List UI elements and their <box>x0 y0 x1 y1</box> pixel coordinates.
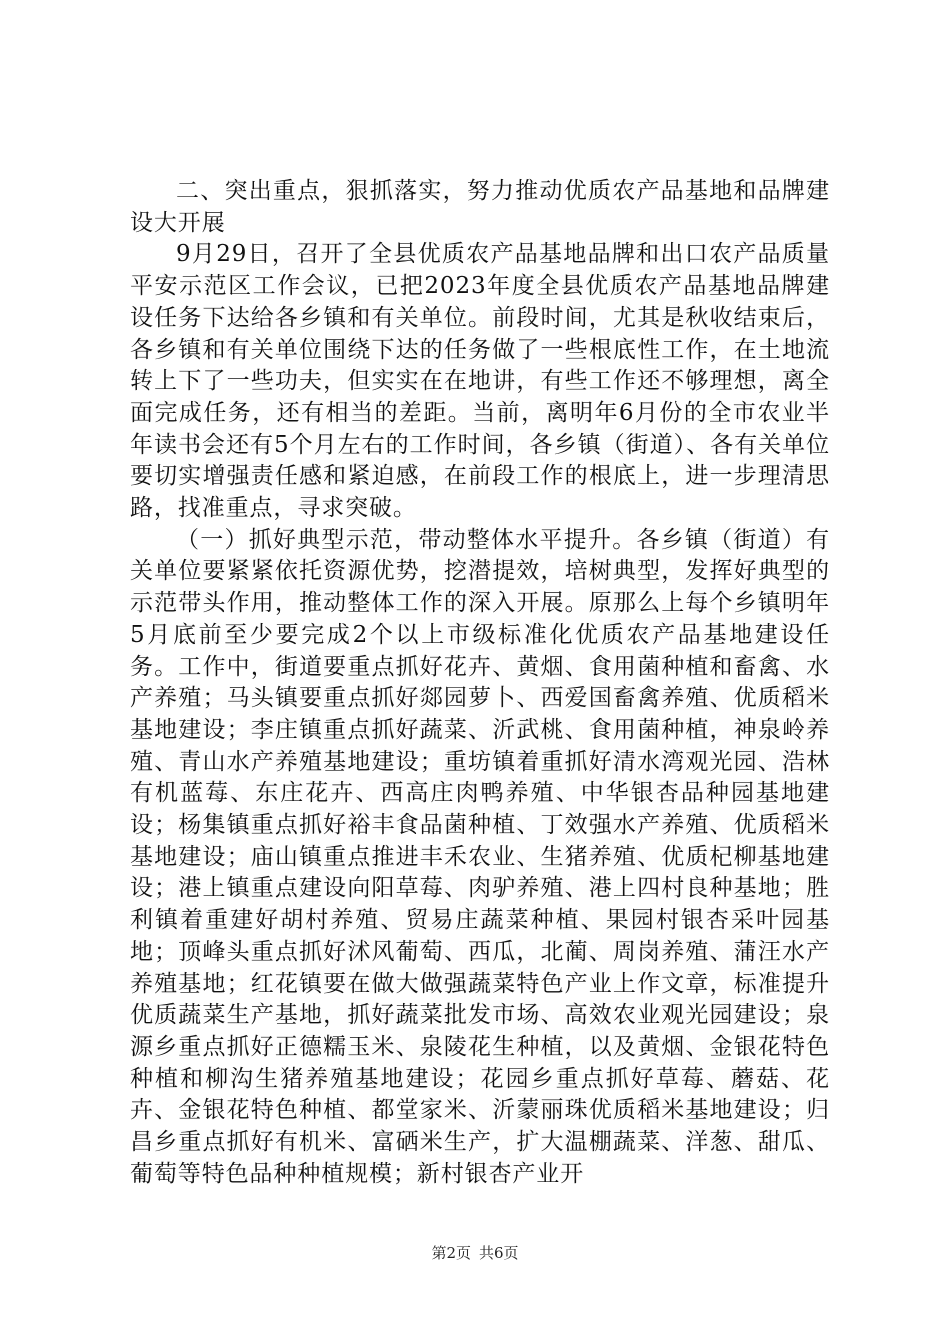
paragraph-meeting-summary: 9月29日，召开了全县优质农产品基地品牌和出口农产品质量平安示范区工作会议，已把2023年度全县优质农产品基地品牌建设任务下达给各乡镇和有关单位。前段时间，尤其是秋收结束后，各乡镇和有关单位围绕下达的任务做了一些根底性工作，在土地流转上下了一些功夫，但实实在在地讲，有些工作还不够理想，离全面完成任务，还有相当的差距。当前，离明年6月份的全市农业半年读书会还有5个月左右的工作时间，各乡镇（街道）、各有关单位要切实增强责任感和紧迫感，在前段工作的根底上，进一步理清思路，找准重点，寻求突破。 <box>130 241 830 522</box>
document-body <box>130 176 830 1191</box>
page-number: 第2页 <box>431 1244 471 1262</box>
page-total: 共6页 <box>479 1244 519 1262</box>
page-footer <box>0 1243 950 1263</box>
section-heading: 二、突出重点，狠抓落实，努力推动优质农产品基地和品牌建设大开展 <box>130 178 830 236</box>
paragraph-typical-demonstration: （一）抓好典型示范，带动整体水平提升。各乡镇（街道）有关单位要紧紧依托资源优势，挖潜提效，培树典型，发挥好典型的示范带头作用，推动整体工作的深入开展。原那么上每个乡镇明年5月底前至少要完成2个以上市级标准化优质农产品基地建设任务。工作中，街道要重点抓好花卉、黄烟、食用菌种植和畜禽、水产养殖；马头镇要重点抓好郯园萝卜、西爱国畜禽养殖、优质稻米基地建设；李庄镇重点抓好蔬菜、沂武桃、食用菌种植，神泉岭养殖、青山水产养殖基地建设；重坊镇着重抓好清水湾观光园、浩林有机蓝莓、东庄花卉、西高庄肉鸭养殖、中华银杏品种园基地建设；杨集镇重点抓好裕丰食品菌种植、丁效强水产养殖、优质稻米基地建设；庙山镇重点推进丰禾农业、生猪养殖、优质杞柳基地建设；港上镇重点建设向阳草莓、肉驴养殖、港上四村良种基地；胜利镇着重建好胡村养殖、贸易庄蔬菜种植、果园村银杏采叶园基地；顶峰头重点抓好沭风葡萄、西瓜，北蔺、周岗养殖、蒲汪水产养殖基地；红花镇要在做大做强蔬菜特色产业上作文章，标准提升优质蔬菜生产基地，抓好蔬菜批发市场、高效农业观光园建设；泉源乡重点抓好正德糯玉米、泉陵花生种植，以及黄烟、金银花特色种植和柳沟生猪养殖基地建设；花园乡重点抓好草莓、蘑菇、花卉、金银花特色种植、都堂家米、沂蒙丽珠优质稻米基地建设；归昌乡重点抓好有机米、富硒米生产，扩大温棚蔬菜、洋葱、甜瓜、葡萄等特色品种种植规模；新村银杏产业开 <box>130 526 830 1187</box>
